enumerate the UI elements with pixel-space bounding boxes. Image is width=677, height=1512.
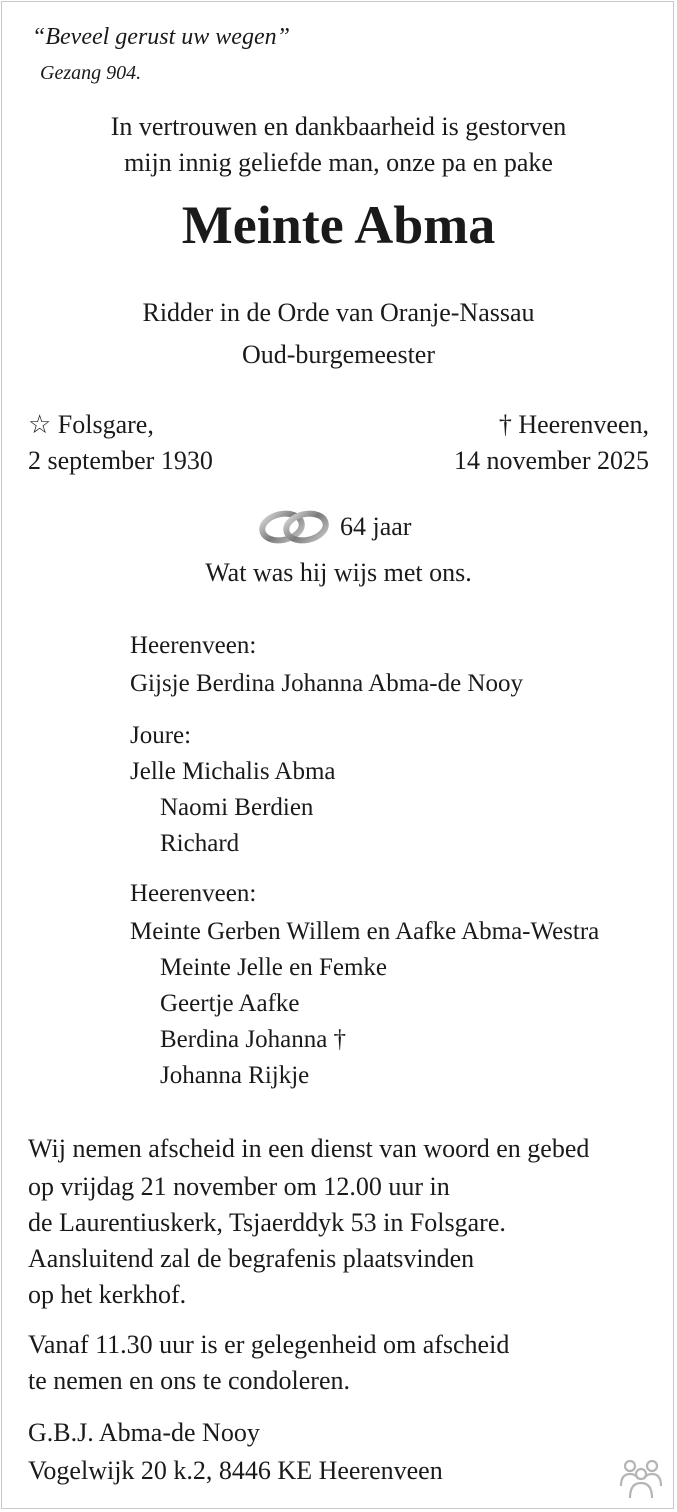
condolence-line: te nemen en ons te condoleren. xyxy=(28,1366,350,1395)
grandchild-name: Geertje Aafke xyxy=(160,990,300,1017)
grandchild-name: Meinte Jelle en Femke xyxy=(160,954,388,981)
service-line: Aansluitend zal de begrafenis plaatsvinden xyxy=(28,1244,475,1273)
grandchild-name: Berdina Johanna † xyxy=(160,1026,347,1053)
service-line: de Laurentiuskerk, Tsjaerddyk 53 in Folsgare. xyxy=(28,1208,506,1237)
grandchild-name: Naomi Berdien xyxy=(160,794,314,821)
honorary-title: Ridder in de Orde van Oranje-Nassau xyxy=(142,298,535,327)
tagline: Wat was hij wijs met ons. xyxy=(205,558,472,587)
motto: “Beveel gerust uw wegen” xyxy=(32,24,290,50)
marriage-years: 64 jaar xyxy=(340,512,412,541)
condolence-line: Vanaf 11.30 uur is er gelegenheid om afscheid xyxy=(28,1330,510,1359)
birth-place: ☆ Folsgare, xyxy=(28,410,154,439)
intro-line-2: mijn innig geliefde man, onze pa en pake xyxy=(124,148,553,177)
family-line: Jelle Michalis Abma xyxy=(130,758,336,785)
family-line: Joure: xyxy=(130,722,192,749)
grandchild-name: Richard xyxy=(160,830,240,857)
grandchild-name: Johanna Rijkje xyxy=(160,1062,310,1089)
family-line: Heerenveen: xyxy=(130,880,257,907)
wedding-rings-icon xyxy=(256,506,332,548)
family-line: Gijsje Berdina Johanna Abma-de Nooy xyxy=(130,670,523,697)
death-place: † Heerenveen, xyxy=(498,410,649,439)
family-line: Meinte Gerben Willem en Aafke Abma-Westra xyxy=(130,918,600,945)
death-date: 14 november 2025 xyxy=(454,446,649,475)
intro-line-1: In vertrouwen en dankbaarheid is gestorven xyxy=(110,112,567,141)
hymn-reference: Gezang 904. xyxy=(40,62,142,84)
family-line: Heerenveen: xyxy=(130,632,257,659)
people-group-logo-icon xyxy=(618,1454,664,1500)
service-line: op vrijdag 21 november om 12.00 uur in xyxy=(28,1172,450,1201)
service-line: Wij nemen afscheid in een dienst van woord en gebed xyxy=(28,1134,590,1163)
former-role: Oud-burgemeester xyxy=(241,340,435,369)
birth-date: 2 september 1930 xyxy=(28,446,213,475)
address-line: G.B.J. Abma-de Nooy xyxy=(28,1418,260,1447)
service-line: op het kerkhof. xyxy=(28,1280,187,1309)
address-line: Vogelwijk 20 k.2, 8446 KE Heerenveen xyxy=(28,1456,443,1485)
deceased-name: Meinte Abma xyxy=(181,195,496,255)
